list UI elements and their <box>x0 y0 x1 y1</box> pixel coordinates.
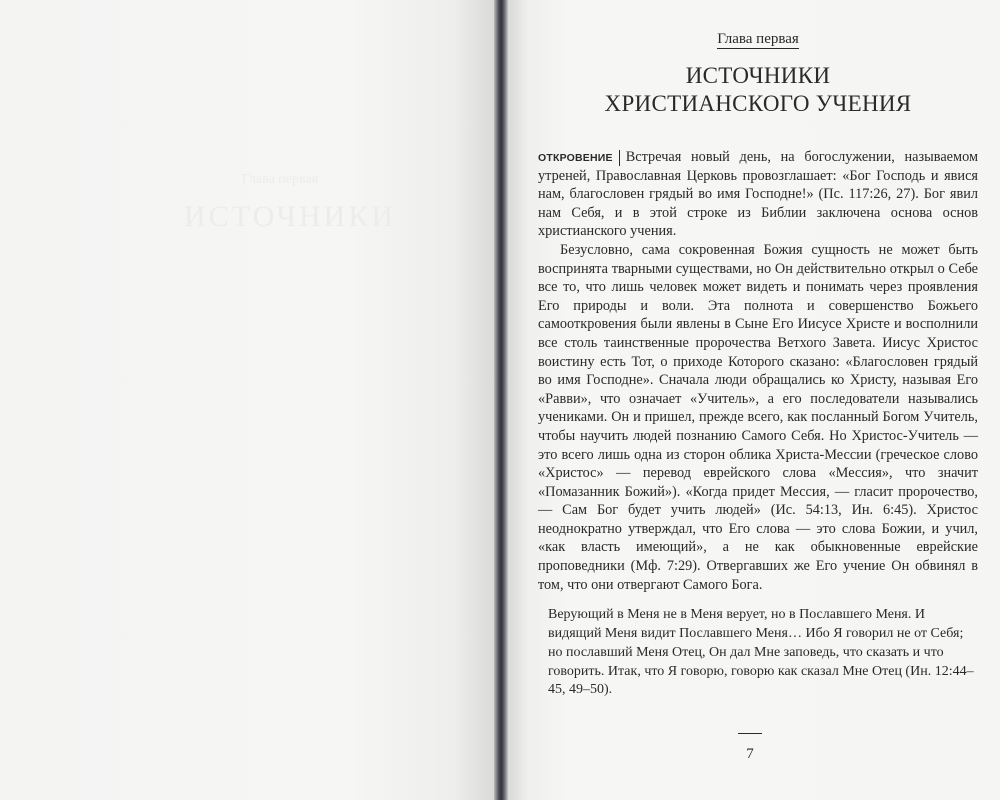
chapter-title <box>538 62 978 118</box>
show-through-title: ИСТОЧНИКИ <box>183 200 397 233</box>
body-text <box>538 148 978 700</box>
left-page <box>0 0 494 800</box>
page-number: 7 <box>746 746 754 762</box>
book-gutter <box>494 0 508 800</box>
paragraph-1-text: Встречая новый день, на богослужении, называемом утреней, Православная Церковь провозглашает: «Бог Господь и явися нам, благословен грядый во имя Господне!» (Пс. 117:26, 27). Бог явил нам Себя, и в этой строке из Библии заключена основа основ христианского учения. <box>538 149 978 240</box>
right-page <box>508 0 1000 800</box>
chapter-label-text: Глава первая <box>717 31 799 47</box>
page-content <box>538 30 978 700</box>
chapter-title-line1: ИСТОЧНИКИ <box>685 63 831 88</box>
chapter-label <box>538 30 978 48</box>
paragraph-2: Безусловно, сама сокровенная Божия сущность не может быть воспринята тварными существами, но Он действительно открыл о Себе все то, что лишь человек может видеть и понимать через проявления Его природы и воли. Эта полнота и совершенство Божьего самооткровения были явлены в Сыне Его Иисусе Христе и восполнили все столь таинственные пророчества Ветхого Завета. Иисус Христос воистину есть Тот, о приходе Которого сказано: «Благословен грядый во имя Господне». Сначала люди обращались ко Христу, называя Его «Равви», что означает «Учитель», а его последователи назывались учениками. Он и пришел, прежде всего, как посланный Богом Учитель, чтобы научить людей познанию Самого Себя. Но Христос-Учитель — это всего лишь одна из сторон облика Христа-Мессии (греческое слово «Христос» — перевод еврейского слова «Мессия», что значит «Помазанник Божий»). «Когда придет Мессия, — гласит пророчество, — Сам Бог будет учить людей» (Ис. 54:13, Ин. 6:45). Христос неоднократно утверждал, что Его слова — это слова Божии, и учил, «как власть имеющий», а не как обыкновенные еврейские проповедники (Мф. 7:29). Отвергавших же Его учение Он обвинял в том, что они отвергают Самого Бога. <box>538 241 978 593</box>
show-through-chapter-label: Глава первая <box>241 172 319 187</box>
block-quote: Верующий в Меня не в Меня верует, но в Пославшего Меня. И видящий Меня видит Пославшего Меня… Ибо Я говорил не от Себя; но пославший Меня Отец, Он дал Мне заповедь, что сказать и что говорить. Итак, что Я говорю, говорю как сказал Мне Отец (Ин. 12:44–45, 49–50). <box>548 607 974 698</box>
side-heading: ОТКРОВЕНИЕ <box>538 150 620 166</box>
chapter-title-line2: ХРИСТИАНСКОГО УЧЕНИЯ <box>604 91 912 116</box>
paragraph-1 <box>538 148 978 241</box>
page-number-rule <box>738 733 762 734</box>
